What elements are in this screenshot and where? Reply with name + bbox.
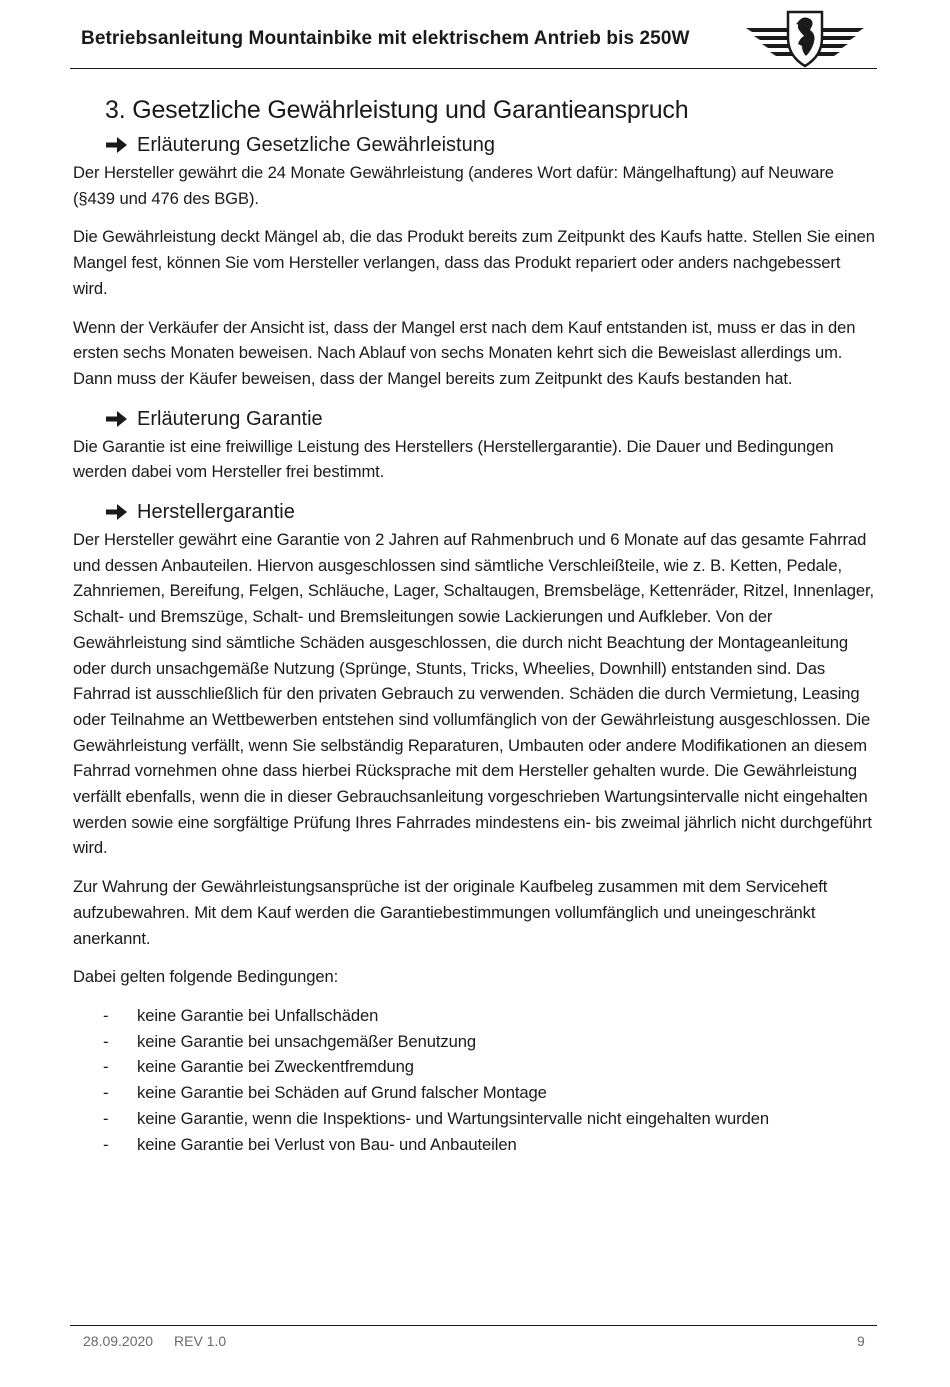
paragraph: Der Hersteller gewährt die 24 Monate Gewährleistung (anderes Wort dafür: Mängelhaftung) auf Neuware (§439 und 476 des BGB). <box>73 163 834 208</box>
list-item: - keine Garantie bei Verlust von Bau- und Anbauteilen <box>103 1134 517 1154</box>
header-divider <box>70 68 877 69</box>
right-arrow-icon <box>106 503 128 521</box>
subsection-title: Herstellergarantie <box>137 501 295 524</box>
subsection-heading <box>106 497 879 527</box>
subsection-heading <box>106 404 879 434</box>
section-title: Gesetzliche Gewährleistung und Garantieanspruch <box>132 96 689 124</box>
footer-revision: REV 1.0 <box>174 1333 227 1349</box>
winged-lion-shield-icon <box>744 8 866 68</box>
list-item: - keine Garantie bei Zweckentfremdung <box>103 1057 414 1077</box>
paragraph: Zur Wahrung der Gewährleistungsansprüche ist der originale Kaufbeleg zusammen mit dem Serviceheft aufzubewahren. Mit dem Kauf werden die Garantiebestimmungen vollumfänglich und uneingeschränkt anerkannt. <box>73 877 828 948</box>
list-item: - keine Garantie bei Unfallschäden <box>103 1005 379 1025</box>
page-content <box>73 90 879 1157</box>
conditions-list <box>73 1003 879 1157</box>
paragraph: Die Gewährleistung deckt Mängel ab, die das Produkt bereits zum Zeitpunkt des Kaufs hatte. Stellen Sie einen Mangel fest, können Sie vom Hersteller verlangen, dass das Produkt repariert oder anders nachgebessert wird. <box>73 227 875 298</box>
list-item: - keine Garantie bei unsachgemäßer Benutzung <box>103 1031 476 1051</box>
paragraph: Wenn der Verkäufer der Ansicht ist, dass der Mangel erst nach dem Kauf entstanden ist, muss er das in den ersten sechs Monaten beweisen. Nach Ablauf von sechs Monaten kehrt sich die Beweislast allerdings um. Dann muss der Käufer beweisen, dass der Mangel bereits zum Zeitpunkt des Kaufs bestanden hat. <box>73 317 856 388</box>
list-item: - keine Garantie bei Schäden auf Grund falscher Montage <box>103 1083 547 1103</box>
right-arrow-icon <box>106 136 128 154</box>
footer-divider <box>70 1325 877 1326</box>
subsection-title: Erläuterung Garantie <box>137 407 323 430</box>
paragraph: Dabei gelten folgende Bedingungen: <box>73 967 339 987</box>
section-number: 3. <box>105 96 126 124</box>
section-heading <box>105 90 879 130</box>
list-item: - keine Garantie, wenn die Inspektions- und Wartungsintervalle nicht eingehalten wurden <box>103 1108 769 1128</box>
paragraph: Der Hersteller gewährt eine Garantie von 2 Jahren auf Rahmenbruch und 6 Monate auf das gesamte Fahrrad und dessen Anbauteilen. Hiervon ausgeschlossen sind sämtliche Verschleißteile, wie z. B. Ketten, Pedale, Zahnriemen, Bereifung, Felgen, Schläuche, Lager, Schaltaugen, Bremsbeläge, Kettenräder, Ritzel, Innenlager, Schalt- und Bremszüge, Schalt- und Bremsleitungen sowie Lackierungen und Aufkleber. Von der Gewährleistung sind sämtliche Schäden ausgeschlossen, die durch nicht Beachtung der Montageanleitung oder durch unsachgemäße Nutzung (Sprünge, Stunts, Tricks, Wheelies, Downhill) entstanden sind. Das Fahrrad ist ausschließlich für den privaten Gebrauch zu verwenden. Schäden die durch Vermietung, Leasing oder Teilnahme an Wettbewerben entstehen sind vollumfänglich von der Gewährleistung ausgeschlossen. Die Gewährleistung verfällt, wenn Sie selbständig Reparaturen, Umbauten oder andere Modifikationen an diesem Fahrrad vornehmen ohne dass hierbei Rücksprache mit dem Hersteller gehalten wurde. Die Gewährleistung verfällt ebenfalls, wenn die in dieser Gebrauchsanleitung vorgeschrieben Wartungsintervalle nicht eingehalten werden sowie eine sorgfältige Prüfung Ihres Fahrrades mindestens ein- bis zweimal jährlich nicht durchgeführt wird. <box>73 530 875 858</box>
footer-date: 28.09.2020 <box>83 1333 154 1349</box>
subsection-heading <box>106 130 879 160</box>
paragraph: Die Garantie ist eine freiwillige Leistung des Herstellers (Herstellergarantie). Die Dauer und Bedingungen werden dabei vom Hersteller frei bestimmt. <box>73 436 834 482</box>
right-arrow-icon <box>106 410 128 428</box>
document-header-title: Betriebsanleitung Mountainbike mit elektrischem Antrieb bis 250W <box>81 28 690 49</box>
subsection-title: Erläuterung Gesetzliche Gewährleistung <box>137 134 495 156</box>
page-number: 9 <box>857 1333 865 1349</box>
